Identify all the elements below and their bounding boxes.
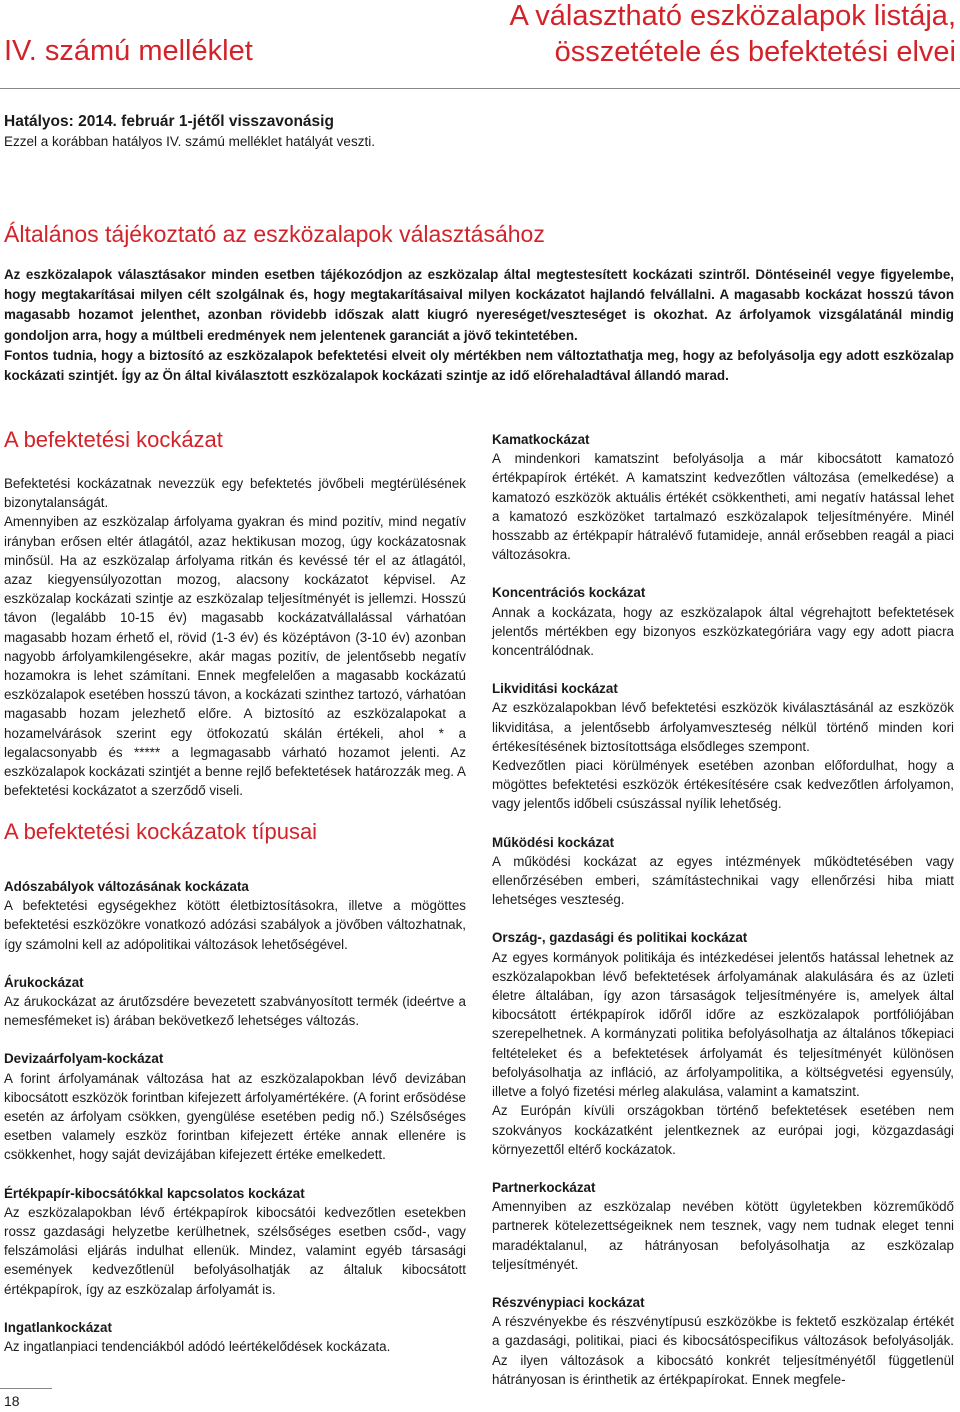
risk-item-title: Kamatkockázat [492, 432, 590, 447]
intro-text [4, 265, 954, 386]
risk-item [492, 928, 954, 1158]
risk-section-body [4, 474, 466, 800]
risk-section-title: A befektetési kockázat [4, 427, 223, 452]
risk-item-title: Partnerkockázat [492, 1179, 596, 1195]
validity-date: Hatályos: 2014. február 1-jétől visszavonásig [4, 113, 334, 130]
document-title-line1: A választható eszközalapok listája, [509, 0, 956, 32]
risk-item [4, 877, 466, 954]
risk-types-list-left [4, 877, 466, 1375]
risk-item [492, 833, 954, 910]
document-title-line2: összetétele és befektetési elvei [554, 36, 956, 68]
risk-item [492, 1293, 954, 1389]
risk-item-text: Amennyiben az eszközalap nevében kötött ügyletekben közreműködő partnerek kötelezettségeiknek nem tesznek, vagy nem tudnak eleget tenni maradéktalanul, az hátrányosan befolyásolhatja az eszközalap teljesítményét. [492, 1199, 954, 1272]
risk-item-title: Koncentrációs kockázat [492, 585, 646, 601]
annex-label: IV. számú melléklet [4, 35, 253, 67]
risk-item-title: Árukockázat [4, 974, 84, 990]
risk-item-text: A működési kockázat az egyes intézmények működtetésében vagy ellenőrzésében emberi, számítástechnikai vagy ellenőrzési hiba miatt lehetséges veszteség. [492, 853, 954, 908]
header-divider [0, 88, 960, 89]
risk-item-text: A mindenkori kamatszint befolyásolja a már kibocsátott kamatozó értékpapírok értékét. A kamatszint kedvezőtlen változása (emelkedése) a kamatozó eszközök aktuális értékét csökkentheti, ami negatív hatással lehet a kamatozó eszközöket tartalmazó eszközalapok teljesítményére. Minél hosszabb az értékpapír hátralévő futamideje, annál erősebben reagál a piaci változásokra. [492, 451, 954, 563]
risk-item [492, 430, 954, 564]
risk-item [4, 973, 466, 1031]
risk-item-text: Az ingatlanpiaci tendenciákból adódó leértékelődések kockázata. [4, 1339, 391, 1355]
risk-item-title: Működési kockázat [492, 834, 615, 850]
risk-paragraph: Befektetési kockázatnak nevezzük egy befektetés jövőbeli megtérülésének bizonytalanságát. [4, 476, 466, 511]
risk-item-title: Értékpapír-kibocsátókkal kapcsolatos kockázat [4, 1185, 305, 1201]
risk-item-text: Az egyes kormányok politikája és intézkedései jelentős hatással lehetnek az eszközalapokban lévő befektetések árfolyamának alakulására és az üzleti életre általában, így azon társaságok teljesítményére is, amelyek által kibocsátott értékpapírok időről időre az eszközalapok portfóliójában szerepelhetnek. A kormányzati politika befolyásolhatja az általános tőkepiaci feltételeket és a befektetések árfolyamát és teljesítményét különösen befolyásolhatja az infláció, az árfolyampolitika, a költségvetési egyensúly, illetve a folyó fizetési mérleg alakulása, valamint a kamatszint. [492, 949, 954, 1100]
risk-item [492, 583, 954, 660]
intro-paragraph: Az eszközalapok választásakor minden esetben tájékozódjon az eszközalap által megtestesített kockázati szintről. Döntéseinél vegye figyelembe, hogy megtakarításai milyen célt szolgálnak és, hogy megtakarításaival milyen kockázatot hajlandó felvállalni. A magasabb kockázat hosszú távon magasabb hozamot jelenthet, azonban rövidebb időszak alatt kiugró nyereséget/veszteséget is okozhat. Az árfolyamok vizsgálatánál mindig gondoljon arra, hogy a múltbeli eredmények nem jelentenek garanciát a jövő tekintetében. [4, 267, 954, 343]
validity-block [4, 112, 954, 151]
intro-title: Általános tájékoztató az eszközalapok választásához [4, 221, 545, 247]
risk-item-text: Annak a kockázata, hogy az eszközalapok által végrehajtott befektetések jelentős mértékben egy bizonyos eszközkategóriára vagy egy adott piacra koncentrálódnak. [492, 604, 954, 659]
risk-item-title: Ingatlankockázat [4, 1319, 112, 1335]
risk-item-text: A forint árfolyamának változása hat az eszközalapokban lévő devizában kibocsátott eszközök forintban kifejezett árfolyamértékére. (A forint erősödése esetén az árfolyam csökken, gyengülése esetében pedig nő.) Szélsőséges esetben valamely eszköz forintban kifejezett értéke annak ellenére is csökkenhet, hogy saját devizájában kifejezett értéke emelkedett. [4, 1070, 466, 1163]
risk-item-title: Adószabályok változásának kockázata [4, 879, 249, 894]
risk-item-text: Az Európán kívüli országokban történő befektetések esetében nem szokványos kockázatként jelentkeznek az európai jogi, közgazdasági környezettől eltérő kockázatok. [492, 1103, 954, 1157]
risk-item-text: Az eszközalapokban lévő értékpapírok kibocsátói kedvezőtlen esetekben rossz gazdasági helyzetbe kerülhetnek, szélsőséges esetben csőd-, vagy felszámolási eljárás indulhat ellenük. Mindez, valamint egyéb társasági események kedvezőtlenül befolyásolhatják az általuk kibocsátott értékpapírok, így az eszközalap árfolyamát is. [4, 1204, 466, 1297]
risk-item-text: Az árukockázat az árutőzsdére bevezetett szabványosított termék (ideértve a nemesfémeket is) árában bekövetkező lehetséges változás. [4, 994, 466, 1029]
risk-types-title: A befektetési kockázatok típusai [4, 819, 318, 844]
page-number: 18 [4, 1393, 20, 1409]
risk-item-text: Az eszközalapokban lévő befektetési eszközök kiválasztásánál az eszközök likviditása, a jelentősebb árfolyamveszteség nélkül történő minden kori értékesítésének biztosítottsága elsődleges szempont. [492, 700, 954, 754]
risk-item-text: Kedvezőtlen piaci körülmények esetében azonban előfordulhat, hogy a mögöttes befektetési eszközök értékesítésére csak kedvezőtlen árfolyamon, vagy jelentős időbeli csúszással nyílik lehetőség. [492, 758, 954, 812]
risk-item [492, 679, 954, 813]
validity-note: Ezzel a korábban hatályos IV. számú melléklet hatályát veszti. [4, 134, 375, 149]
document-title [509, 0, 956, 70]
risk-item-title: Devizaárfolyam-kockázat [4, 1051, 164, 1067]
risk-item [4, 1318, 466, 1356]
risk-item [4, 1049, 466, 1164]
risk-item-title: Likviditási kockázat [492, 681, 618, 697]
risk-item [4, 1184, 466, 1299]
footer-divider [0, 1388, 52, 1389]
risk-item-title: Ország-, gazdasági és politikai kockázat [492, 930, 748, 946]
risk-item-text: A részvényekbe és részvénytípusú eszközökbe is fektető eszközalap értékét a gazdasági, politikai, piaci és kibocsátóspecifikus változások befolyásolják. Az ilyen változások a kibocsátó konkrét teljesítményétől függetlenül hátrányosan is érinthetik az értékpapírokat. Ennek megfele- [492, 1314, 954, 1387]
intro-paragraph: Fontos tudnia, hogy a biztosító az eszközalapok befektetési elveit oly mértékben nem változtathatja meg, hogy az befolyásolja egy adott eszközalap kockázati szintjét. Így az Ön által kiválasztott eszközalapok kockázati szintje az idő előrehaladtával állandó marad. [4, 347, 954, 384]
risk-item [492, 1178, 954, 1274]
risk-item-text: A befektetési egységekhez kötött életbiztosításokra, illetve a mögöttes befektetési eszközökre vonatkozó adózási szabályok a jövőben változhatnak, így számolni kell az adópolitikai változások lehetőségével. [4, 898, 466, 952]
risk-paragraph: Amennyiben az eszközalap árfolyama gyakran és mind pozitív, mind negatív irányban erősen eltér átlagától, azaz hektikusan mozog, úgy kockázatosnak minősül. Ha az eszközalap árfolyama ritkán és kevéssé tér el az átlagától, azaz kiegyensúlyozottan mozog, alacsony kockázatot képvisel. Az eszközalap kockázati szintje az eszközalap teljesítményét is jellemzi. Hosszú távon (legalább 10-15 év) magasabb kockázatvállalással várhatóan magasabb hozam érhető el, rövid (1-3 év) és középtávon (3-10 év) azonban nagyobb árfolyamkilengésekre, akár magas pozitív, de jelentősebb negatív hozamokra is lehet számítani. Ennek megfelelően a magasabb kockázatú eszközalapok esetében hosszú távon, a kockázati szinthez tartozó, várhatóan magasabb hozam jelezhető előre. A biztosító az eszközalapokat a hozamelvárások szerint egy ötfokozatú skálán értékeli, ahol * a legalacsonyabb és ***** a legmagasabb várható hozamot jelenti. Az eszközalapok kockázati szintjét a benne rejlő befektetések határozzák meg. A befektetési kockázatot a szerződő viseli. [4, 514, 466, 799]
risk-types-list-right [492, 430, 954, 1408]
risk-item-title: Részvénypiaci kockázat [492, 1294, 645, 1310]
